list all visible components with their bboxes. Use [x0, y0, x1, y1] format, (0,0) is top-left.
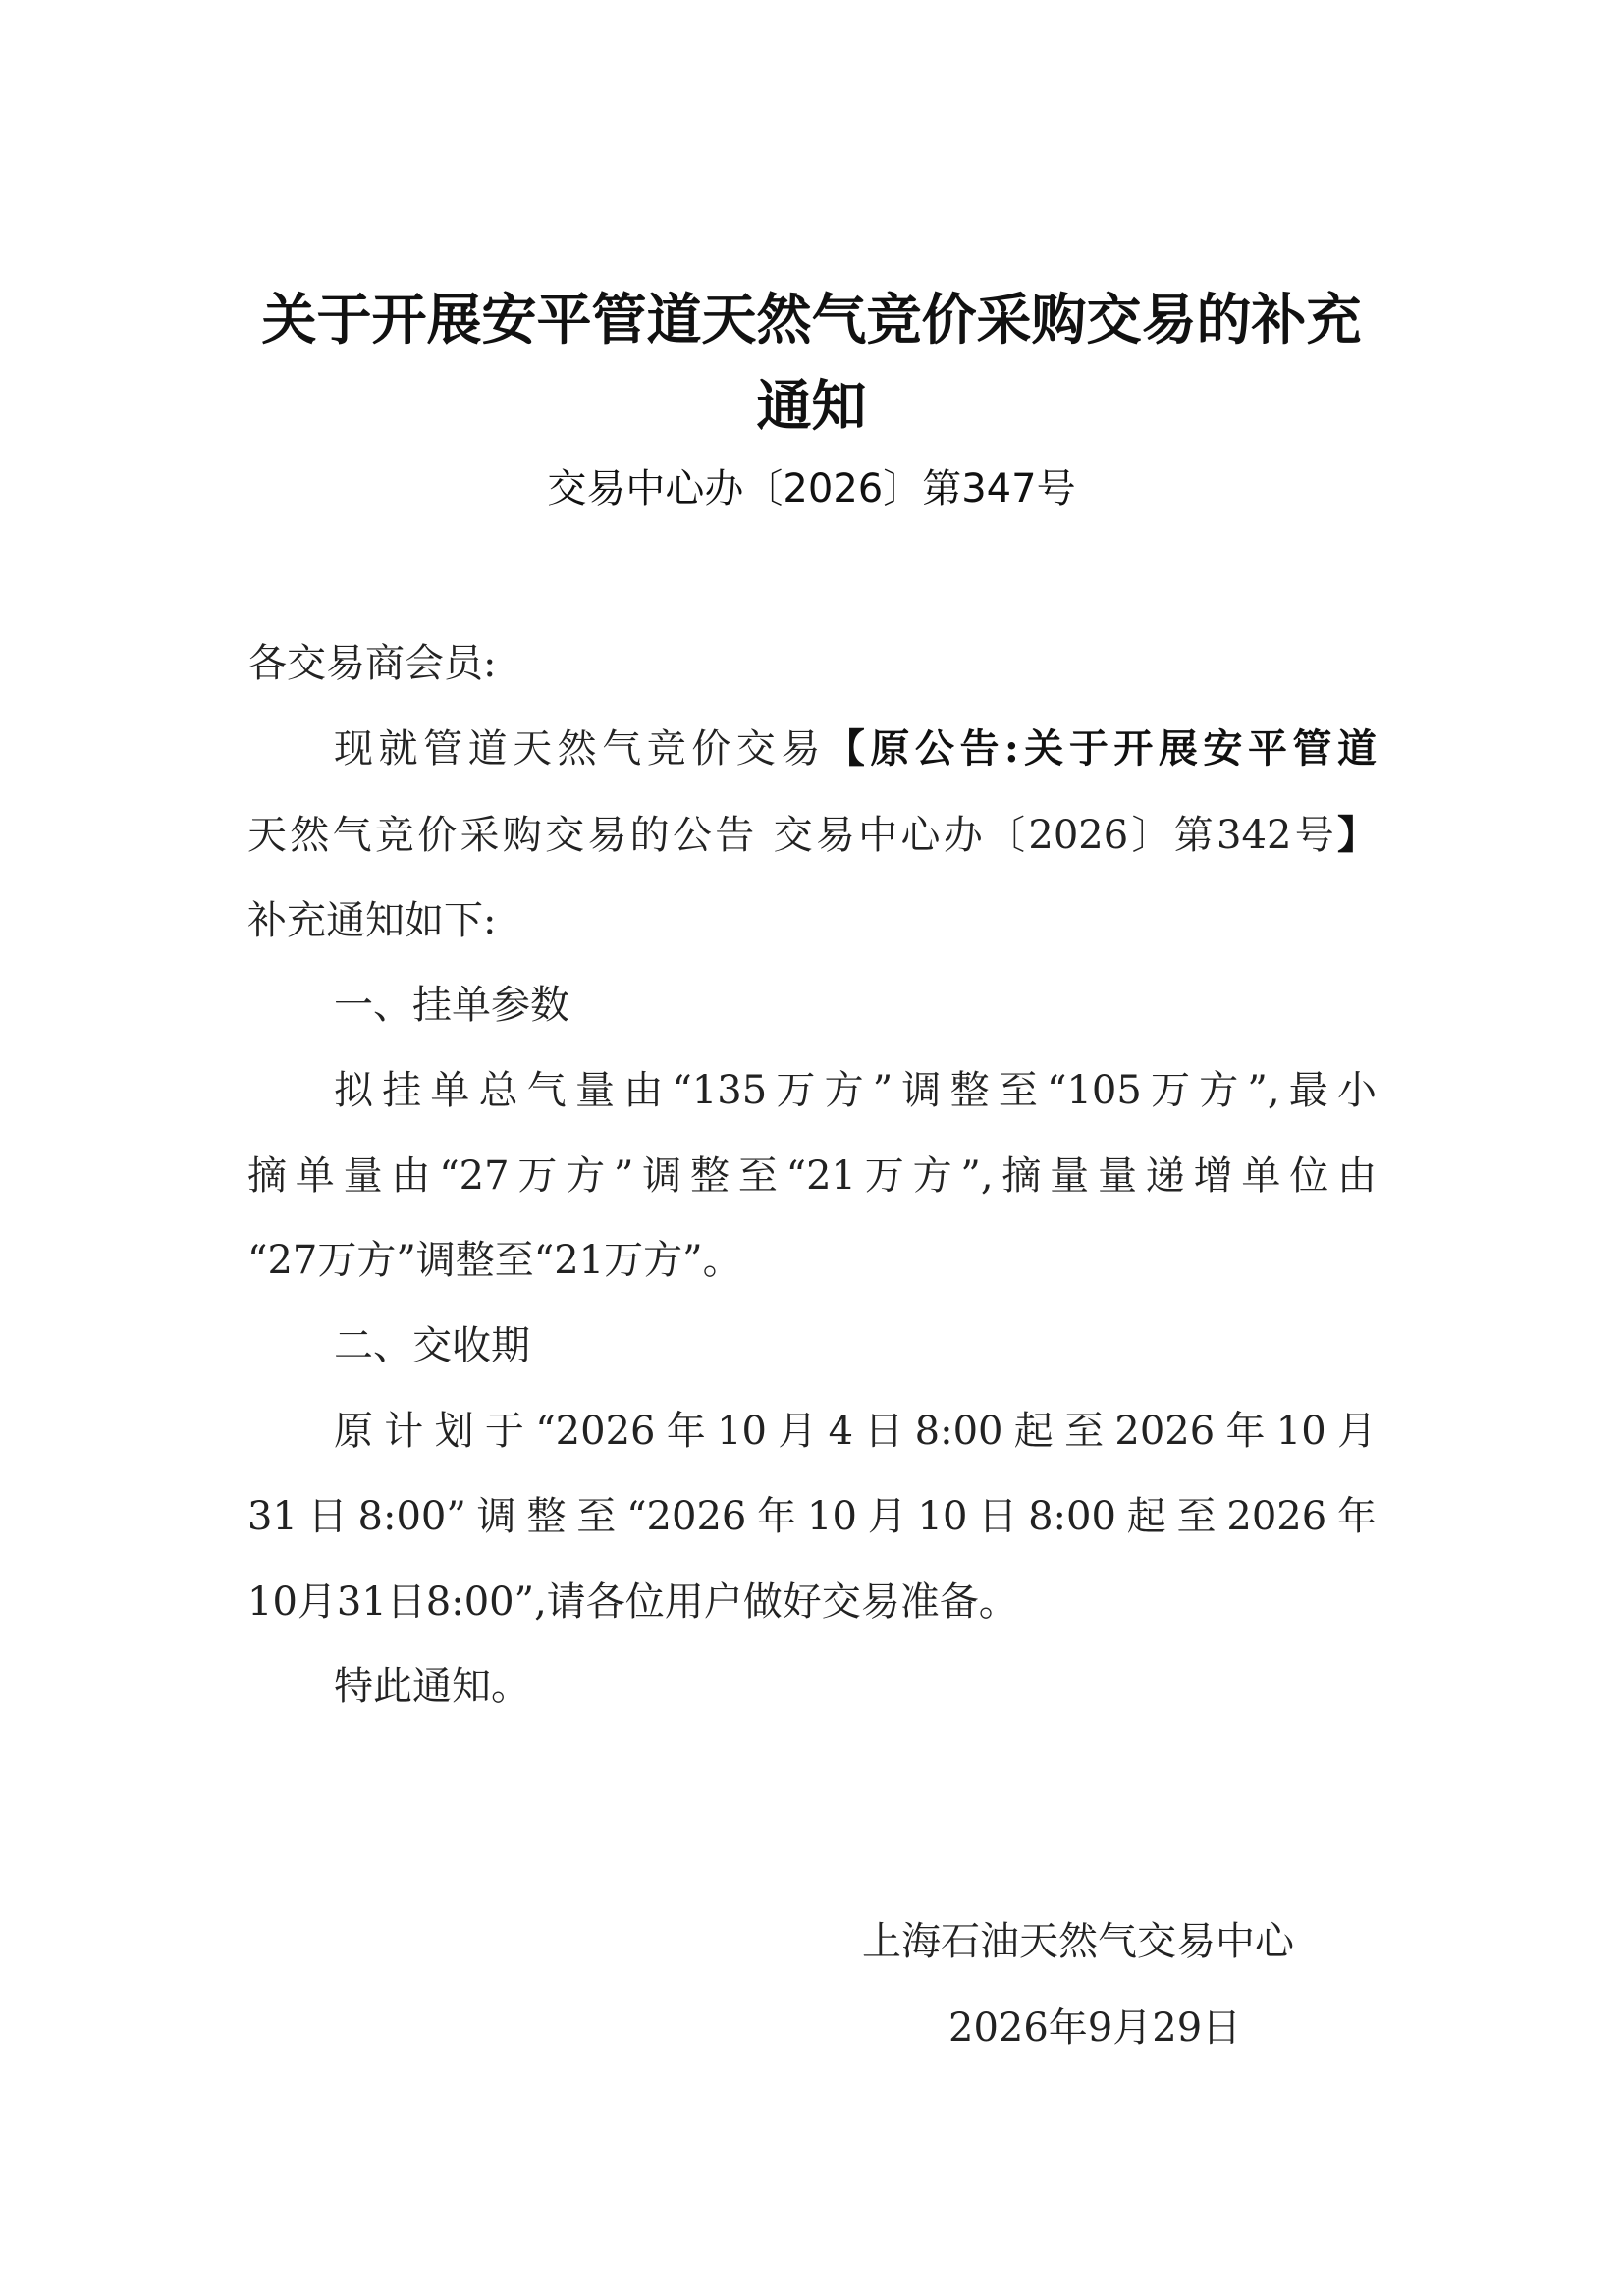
closing-line: 特此通知。 [334, 1664, 530, 1709]
notice-title-line-2: 通知 [756, 375, 867, 439]
section-2-heading: 二、交收期 [334, 1323, 530, 1368]
original-notice-ref-end: 】 [1337, 812, 1377, 858]
section-1-line-3: “27万方”调整至“21万方”。 [247, 1238, 742, 1283]
original-notice-ref-start: 【原公告:关于开展安平管道 [825, 725, 1378, 772]
document-number: 交易中心办〔2026〕第347号 [547, 466, 1076, 511]
salutation: 各交易商会员: [247, 641, 497, 686]
section-1-line-2: 摘单量由“27万方”调整至“21万方”,摘量量递增单位由 [247, 1153, 1377, 1199]
intro-line-1-text: 现就管道天然气竞价交易 [334, 726, 826, 772]
signatory: 上海石油天然气交易中心 [862, 1919, 1294, 1964]
intro-line-2 [247, 808, 1377, 863]
section-2-line-1 [247, 1404, 1377, 1459]
section-1-line-1-text: 拟挂单总气量由“135万方”调整至“105万方”,最小 [334, 1068, 1377, 1113]
section-2-line-1-text: 原计划于“2026年10月4日8:00起至2026年10月 [334, 1409, 1377, 1454]
section-2-line-3: 10月31日8:00”,请各位用户做好交易准备。 [247, 1579, 1018, 1625]
intro-line-3: 补充通知如下: [247, 898, 497, 943]
section-2-line-2: 31日8:00”调整至“2026年10月10日8:00起至2026年 [247, 1494, 1377, 1539]
section-1-line-1 [247, 1063, 1377, 1118]
notice-title-line-1: 关于开展安平管道天然气竞价采购交易的补充 [261, 289, 1362, 352]
section-1-heading: 一、挂单参数 [334, 983, 569, 1028]
intro-line-1 [247, 721, 1377, 776]
original-notice-ref: 天然气竞价采购交易的公告 交易中心办〔2026〕第342号 [247, 813, 1337, 858]
issue-date: 2026年9月29日 [948, 2005, 1242, 2051]
